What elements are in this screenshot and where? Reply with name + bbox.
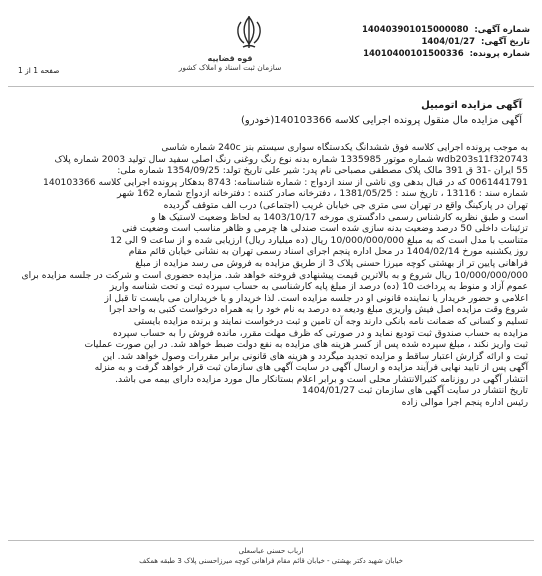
notice-body-line: عموم آزاد و منوط به پرداخت 10 (ده) درصد از مبلغ پایه کارشناسی به حساب سپرده ثبت و تحت شناسه واریز [109, 281, 528, 293]
ad-date-value: 1404/01/27 [421, 37, 475, 47]
page-footer [10, 546, 532, 566]
ad-number-value: 140403901015000080 [361, 25, 469, 35]
notice-body-line: اعلامی و حضور خریدار یا نماینده قانونی او در جلسه مزایده است. لذا خریدار و یا خریداران می بایست تا قبل از [104, 292, 528, 304]
notice-body-line: ثبت واریز نکند ، مبلغ سپرده شده پس از کسر هزینه های مزایده به نفع دولت ضبط خواهد شد. در این صورت عملیات [84, 339, 528, 351]
judiciary-name: قوه قضاییه [207, 54, 253, 63]
ad-date-label: تاریخ آگهی: [480, 37, 530, 47]
notice-title: آگهی مزایده اتومبیل [421, 100, 522, 111]
notice-body-line: 55 ایران -31 ق 391 مالک پلاک مصطفی مصباحی نام پدر: شیر علی تاریخ تولد: 1354/09/25 شماره ملی: [117, 165, 528, 177]
case-number-label: شماره پرونده: [469, 49, 530, 59]
notice-body-line: فراهانی پایین تر از بهشتی کوچه میرزا حسنی پلاک 3 از طریق مزایده به فروش می رسد مزایده از مبلغ [135, 257, 528, 269]
notice-body [16, 142, 528, 409]
notice-subtitle: آگهی مزایده مال منقول پرونده اجرایی کلاسه 140103366(خودرو) [241, 115, 522, 126]
notice-body-line: به موجب پرونده اجرایی کلاسه فوق ششدانگ یکدستگاه سواری سیستم بنز 240c شماره شاسی [161, 142, 528, 153]
notice-body-line: رئیس اداره پنجم اجرا موالی زاده [401, 397, 528, 409]
notice-body-line: تاریخ انتشار در سایت آگهی های سازمان ثبت 1404/01/27 [302, 385, 528, 397]
notice-body-line: ثبت و ارائه گزارش اعتبار ساقط و مزایده تجدید میگردد و هزینه های قانونی برابر مقررات وصول خواهد شد. این [102, 350, 528, 362]
notice-body-line: آگهی پس از تایید نهایی فرآیند مزایده و ارسال آگهی در سایت آگهی های سازمان ثبت قرار خواهد گرفت و به منزله [94, 362, 528, 374]
footer-address: خیابان شهید دکتر بهشتی - خیابان قائم مقام فراهانی کوچه میرزاحسنی پلاک 3 طبقه همکف [139, 557, 403, 565]
notice-body-line: 10/000/000/000 ریال شروع و به بالاترین قیمت پیشنهادی فروخته خواهد شد. مزایده حضوری است و شرکت در جلسه مزایده برای [21, 269, 528, 281]
footer-signature-note: ارباب حسنی عباسعلی [238, 547, 304, 555]
notice-body-line: متناسب با مدل است که به مبلغ 10/000/000/000 ریال (ده میلیارد ریال) ارزیابی شده و از ساعت 9 الی 12 [110, 234, 528, 246]
organization-name [150, 54, 310, 72]
notice-body-line: تزئینات داخلی 50 درصد وضعیت بدنه سازی شده است صندلی ها چرمی و ظاهر مناسب است وضعیت فنی [122, 223, 528, 235]
notice-body-line: انتشار آگهی در روزنامه کثیرالانتشار محلی است و برابر اعلام بستانکار مال مورد مزایده دارای بیمه می باشد. [115, 373, 528, 385]
notice-body-line: تهران در پارکینگ واقع در تهران سی متری جی خیابان غریب (اجتماعی) درب الف متوقف گردیده [163, 199, 528, 211]
registry-organization-name: سازمان ثبت اسناد و املاک کشور [178, 63, 282, 72]
notice-body-line: شماره سند : 13116 ، تاریخ سند : 1381/05/25 ، دفترخانه صادر کننده : دفترخانه ازدواج شماره 162 شهر [117, 188, 528, 200]
page-indicator: صفحه 1 از 1 [18, 66, 60, 75]
notice-body-line: شروع وقت مزایده اصل فیش واریزی مبلغ ودیعه ده درصد به نام خود را به همراه درخواست کتبی به واحد اجرا [109, 304, 528, 316]
notice-body-line: است و طبق نظریه کارشناس رسمی دادگستری مورخه 1403/10/17 به لحاظ وضعیت لاستیک ها و [151, 211, 528, 223]
notice-body-line: 0061441791 که در قبال بدهی وی ناشی از سند ازدواج : شماره شناسنامه: 8743 بدهکار پرونده اجرایی کلاسه 140103366 [43, 176, 528, 188]
case-number-value: 14010400101500336 [363, 49, 464, 59]
ad-number-row [268, 24, 530, 36]
header-divider [8, 86, 534, 87]
notice-body-line: تسلیم و کسانی که ضمانت نامه بانکی دارند وجه آن تامین و ثبت درخواست نمایند و برنده مزایده بایستی [133, 315, 528, 327]
notice-body-line: مزایده به حساب صندوق ثبت تودیع نماید و در صورتی که ظرف مهلت مقرر، مانده فروش را به حساب سپرده [112, 327, 528, 339]
footer-divider [8, 540, 534, 541]
ad-number-label: شماره آگهی: [474, 25, 530, 35]
ad-date-row [268, 36, 530, 48]
notice-body-line: روز یکشنبه مورخ 1404/02/14 در محل اداره پنجم اجرای اسناد رسمی تهران به نشانی خیابان قائم مقام [128, 246, 528, 258]
notice-body-line: wdb203s11f320743 شماره موتور 1335985 شماره بدنه نوع رنگ روغنی رنگ اصلی سفید سال تولید 2003 شماره پلاک [54, 153, 528, 165]
national-emblem-icon [229, 12, 269, 52]
